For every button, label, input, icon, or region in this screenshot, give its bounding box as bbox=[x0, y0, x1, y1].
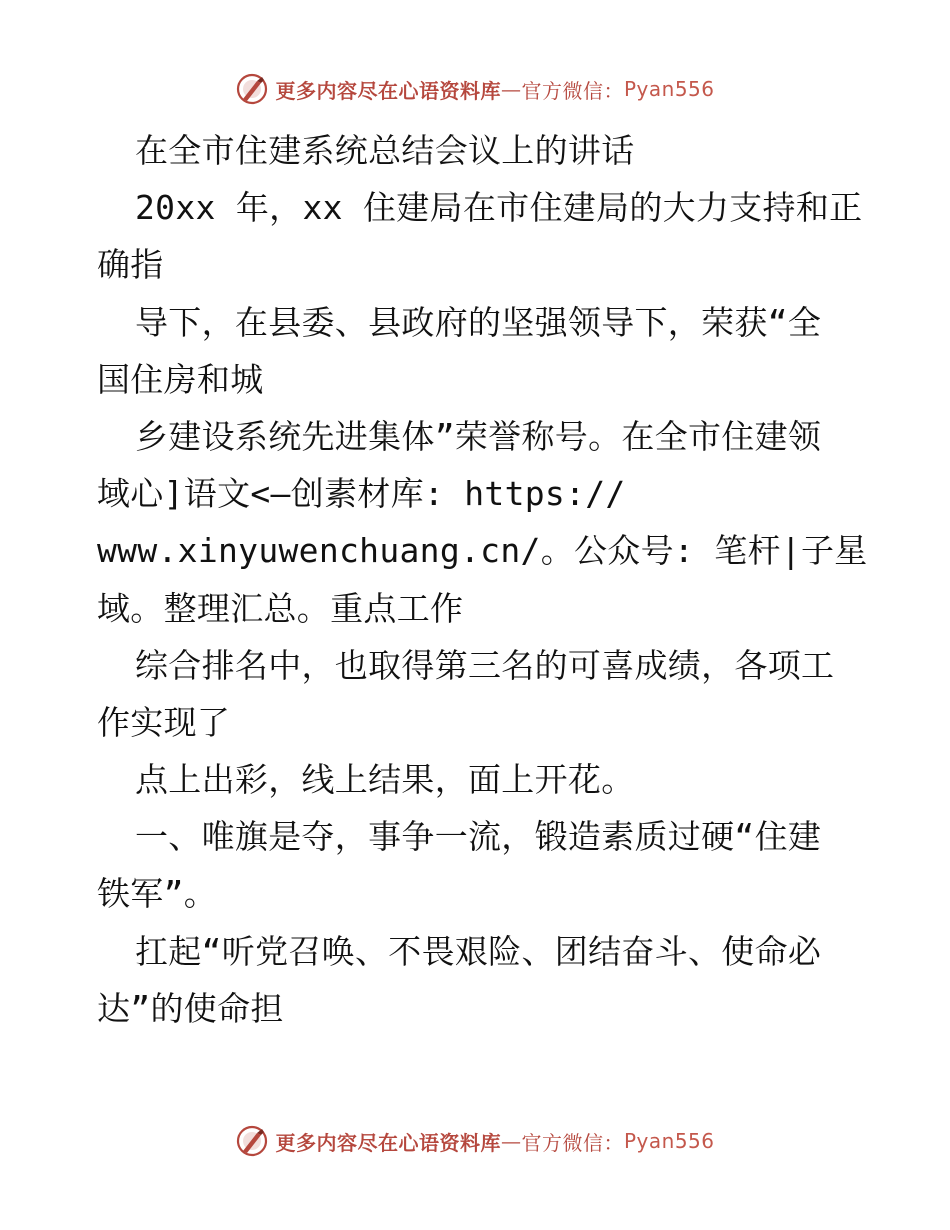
quill-pen-icon bbox=[235, 72, 269, 106]
watermark-account: Pyan556 bbox=[623, 1129, 715, 1153]
watermark-account: Pyan556 bbox=[623, 77, 715, 101]
footer-watermark bbox=[0, 1124, 950, 1158]
text-line: 扛起“听党召唤、不畏艰险、团结奋斗、使命必 bbox=[135, 931, 822, 971]
text-line: 确指 bbox=[97, 245, 164, 285]
document-title: 在全市住建系统总结会议上的讲话 bbox=[135, 131, 635, 170]
section-heading: 一、唯旗是夺，事争一流，锻造素质过硬“住建 bbox=[135, 817, 822, 857]
header-watermark bbox=[0, 72, 950, 106]
text-line: 点上出彩，线上结果，面上开花。 bbox=[135, 760, 635, 800]
watermark-separator: ： bbox=[603, 78, 624, 103]
document-body bbox=[97, 122, 868, 1037]
text-line: 域心]语文<—创素材库: https:// bbox=[97, 474, 626, 514]
watermark-label: 官方微信 bbox=[521, 78, 604, 103]
watermark-dash: — bbox=[500, 77, 522, 101]
watermark-label: 官方微信 bbox=[521, 1130, 604, 1155]
text-line: 国住房和城 bbox=[97, 359, 264, 399]
watermark-dash: — bbox=[500, 1129, 522, 1153]
text-line: 域。整理汇总。重点工作 bbox=[97, 588, 464, 628]
watermark-brand: 更多内容尽在心语资料库 bbox=[275, 78, 501, 103]
text-line: www.xinyuwenchuang.cn/。公众号: 笔杆|子星 bbox=[97, 531, 868, 571]
text-line: 综合排名中，也取得第三名的可喜成绩，各项工 bbox=[135, 645, 835, 685]
text-line: 导下，在县委、县政府的坚强领导下，荣获“全 bbox=[135, 302, 822, 342]
text-line: 20xx 年，xx 住建局在市住建局的大力支持和正 bbox=[135, 188, 863, 228]
watermark-brand: 更多内容尽在心语资料库 bbox=[275, 1130, 501, 1155]
text-line: 作实现了 bbox=[97, 702, 231, 742]
watermark-separator: ： bbox=[603, 1130, 624, 1155]
section-heading-continued: 铁军”。 bbox=[97, 874, 218, 914]
text-line: 达”的使命担 bbox=[97, 988, 284, 1028]
text-line: 乡建设系统先进集体”荣誉称号。在全市住建领 bbox=[135, 416, 822, 456]
quill-pen-icon bbox=[235, 1124, 269, 1158]
